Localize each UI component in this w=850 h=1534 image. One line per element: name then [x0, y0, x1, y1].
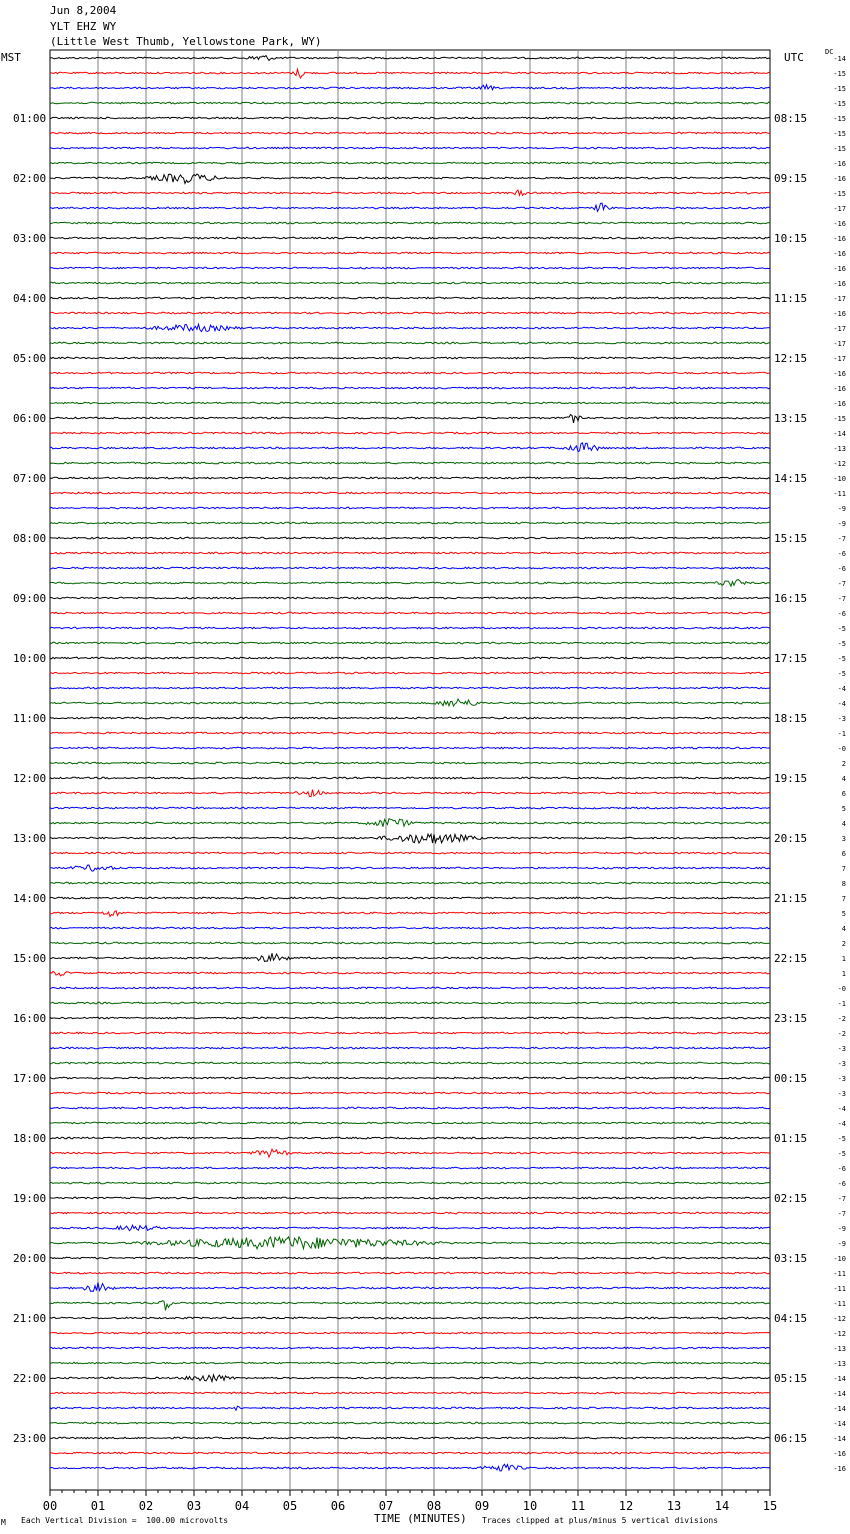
- dc-offset-label: -13: [833, 445, 846, 453]
- trace-line: [50, 790, 770, 797]
- dc-offset-label: 4: [841, 925, 846, 933]
- utc-hour-label: 13:15: [774, 412, 808, 425]
- x-tick-label: 05: [282, 1499, 298, 1513]
- dc-offset-label: -17: [833, 205, 846, 213]
- dc-offset-label: -12: [833, 1330, 846, 1338]
- dc-offset-label: -9: [837, 1240, 846, 1248]
- trace-line: [50, 897, 770, 899]
- trace-line: [50, 580, 770, 587]
- utc-hour-label: 18:15: [774, 712, 808, 725]
- utc-hour-label: 06:15: [774, 1432, 808, 1445]
- dc-offset-label: -9: [837, 1225, 846, 1233]
- dc-offset-label: -7: [837, 595, 846, 603]
- footer-mark: M: [1, 1518, 6, 1527]
- mst-hour-label: 02:00: [13, 172, 47, 185]
- utc-hour-label: 21:15: [774, 892, 808, 905]
- x-tick-label: 10: [522, 1499, 538, 1513]
- dc-offset-label: -10: [833, 1255, 846, 1263]
- dc-offset-label: -3: [837, 1090, 846, 1098]
- dc-offset-label: -2: [837, 1030, 846, 1038]
- header-location: (Little West Thumb, Yellowstone Park, WY): [50, 35, 322, 48]
- mst-label: MST: [1, 51, 21, 64]
- trace-line: [50, 432, 770, 434]
- dc-offset-label: -16: [833, 310, 846, 318]
- x-tick-label: 03: [186, 1499, 202, 1513]
- dc-offset-label: -15: [833, 85, 846, 93]
- dc-offset-label: -15: [833, 130, 846, 138]
- mst-hour-label: 08:00: [13, 532, 47, 545]
- dc-offset-label: 7: [841, 865, 846, 873]
- utc-label: UTC: [784, 51, 804, 64]
- dc-offset-label: 2: [841, 760, 846, 768]
- dc-offset-label: -6: [837, 1180, 846, 1188]
- trace-line: [50, 927, 770, 929]
- x-tick-label: 14: [714, 1499, 730, 1513]
- mst-hour-label: 04:00: [13, 292, 47, 305]
- trace-line: [50, 477, 770, 479]
- dc-offset-label: 6: [841, 850, 846, 858]
- trace-line: [50, 987, 770, 989]
- trace-line: [50, 1332, 770, 1334]
- trace-line: [50, 1017, 770, 1019]
- trace-line: [50, 807, 770, 809]
- trace-line: [50, 1422, 770, 1424]
- trace-line: [50, 132, 770, 134]
- trace-line: [50, 762, 770, 764]
- dc-offset-label: -16: [833, 220, 846, 228]
- dc-offset-label: -17: [833, 355, 846, 363]
- trace-line: [50, 297, 770, 299]
- mst-hour-label: 16:00: [13, 1012, 47, 1025]
- trace-line: [50, 819, 770, 827]
- dc-offset-label: -1: [837, 730, 846, 738]
- mst-hour-label: 20:00: [13, 1252, 47, 1265]
- utc-hour-label: 22:15: [774, 952, 808, 965]
- dc-offset-label: -5: [837, 640, 846, 648]
- dc-offset-label: -17: [833, 295, 846, 303]
- dc-offset-label: -16: [833, 400, 846, 408]
- mst-hour-label: 07:00: [13, 472, 47, 485]
- x-tick-label: 01: [90, 1499, 106, 1513]
- dc-offset-label: -7: [837, 1195, 846, 1203]
- dc-offset-label: -10: [833, 475, 846, 483]
- trace-line: [50, 252, 770, 254]
- trace-line: [50, 1452, 770, 1454]
- mst-hour-label: 05:00: [13, 352, 47, 365]
- trace-line: [50, 1002, 770, 1004]
- mst-hour-label: 03:00: [13, 232, 47, 245]
- dc-offset-label: -3: [837, 1045, 846, 1053]
- trace-line: [50, 777, 770, 779]
- trace-line: [50, 657, 770, 659]
- dc-offset-label: -7: [837, 580, 846, 588]
- utc-hour-label: 23:15: [774, 1012, 808, 1025]
- dc-offset-label: -6: [837, 565, 846, 573]
- dc-offset-label: -14: [833, 1420, 846, 1428]
- trace-line: [50, 190, 770, 195]
- trace-line: [50, 507, 770, 509]
- dc-offset-label: -16: [833, 265, 846, 273]
- trace-line: [50, 1137, 770, 1139]
- trace-line: [50, 1167, 770, 1169]
- trace-line: [50, 732, 770, 734]
- dc-offset-label: -15: [833, 415, 846, 423]
- utc-hour-label: 16:15: [774, 592, 808, 605]
- trace-line: [50, 1149, 770, 1157]
- utc-hour-label: 15:15: [774, 532, 808, 545]
- dc-offset-label: 8: [841, 880, 846, 888]
- x-tick-label: 06: [330, 1499, 346, 1513]
- dc-offset-label: -14: [833, 1435, 846, 1443]
- dc-offset-label: -1: [837, 1000, 846, 1008]
- x-tick-label: 11: [570, 1499, 586, 1513]
- trace-line: [50, 612, 770, 614]
- trace-line: [50, 69, 770, 78]
- dc-offset-label: -5: [837, 655, 846, 663]
- dc-offset-label: -16: [833, 1450, 846, 1458]
- trace-line: [50, 1197, 770, 1199]
- trace-line: [50, 1077, 770, 1079]
- mst-hour-label: 19:00: [13, 1192, 47, 1205]
- mst-hour-label: 13:00: [13, 832, 47, 845]
- mst-hour-label: 22:00: [13, 1372, 47, 1385]
- trace-line: [50, 443, 770, 452]
- trace-line: [50, 1317, 770, 1319]
- dc-offset-label: -14: [833, 1375, 846, 1383]
- utc-hour-label: 02:15: [774, 1192, 808, 1205]
- trace-line: [50, 642, 770, 644]
- mst-hour-label: 21:00: [13, 1312, 47, 1325]
- dc-offset-label: -15: [833, 190, 846, 198]
- dc-offset-label: -11: [833, 1300, 846, 1308]
- dc-offset-label: -14: [833, 430, 846, 438]
- dc-offset-label: 6: [841, 790, 846, 798]
- trace-line: [50, 1362, 770, 1364]
- trace-line: [50, 1301, 770, 1311]
- dc-offset-label: 7: [841, 895, 846, 903]
- trace-line: [50, 627, 770, 629]
- dc-offset-label: -11: [833, 1270, 846, 1278]
- trace-line: [50, 147, 770, 149]
- utc-hour-label: 09:15: [774, 172, 808, 185]
- utc-hour-label: 17:15: [774, 652, 808, 665]
- trace-line: [50, 462, 770, 464]
- trace-line: [50, 102, 770, 104]
- trace-line: [50, 372, 770, 374]
- trace-line: [50, 387, 770, 389]
- dc-offset-label: 4: [841, 775, 846, 783]
- trace-line: [50, 222, 770, 224]
- trace-line: [50, 1062, 770, 1064]
- dc-offset-label: -16: [833, 370, 846, 378]
- trace-line: [50, 174, 770, 184]
- dc-offset-label: -3: [837, 1075, 846, 1083]
- utc-hour-label: 01:15: [774, 1132, 808, 1145]
- scale-note: Each Vertical Division = 100.00 microvolts: [21, 1516, 229, 1525]
- mst-hour-label: 17:00: [13, 1072, 47, 1085]
- dc-offset-label: 5: [841, 910, 846, 918]
- dc-offset-label: -4: [837, 1105, 846, 1113]
- trace-line: [50, 1257, 770, 1259]
- dc-offset-label: -3: [837, 715, 846, 723]
- dc-offset-label: -3: [837, 1060, 846, 1068]
- x-tick-label: 07: [378, 1499, 394, 1513]
- utc-hour-label: 14:15: [774, 472, 808, 485]
- dc-offset-label: -16: [833, 280, 846, 288]
- utc-hour-label: 19:15: [774, 772, 808, 785]
- mst-hour-label: 18:00: [13, 1132, 47, 1145]
- dc-offset-label: -13: [833, 1360, 846, 1368]
- dc-offset-label: -7: [837, 1210, 846, 1218]
- dc-offset-label: -16: [833, 250, 846, 258]
- dc-offset-label: -16: [833, 160, 846, 168]
- dc-offset-label: -16: [833, 385, 846, 393]
- dc-offset-label: -17: [833, 325, 846, 333]
- mst-hour-label: 10:00: [13, 652, 47, 665]
- trace-line: [50, 1375, 770, 1382]
- dc-offset-label: -14: [833, 1390, 846, 1398]
- trace-line: [50, 552, 770, 554]
- dc-offset-label: -0: [837, 985, 846, 993]
- trace-line: [50, 324, 770, 331]
- dc-offset-label: -6: [837, 1165, 846, 1173]
- mst-hour-label: 06:00: [13, 412, 47, 425]
- utc-hour-label: 08:15: [774, 112, 808, 125]
- trace-line: [50, 312, 770, 314]
- dc-offset-label: -2: [837, 1015, 846, 1023]
- trace-line: [50, 203, 770, 211]
- trace-line: [50, 282, 770, 284]
- trace-line: [50, 85, 770, 90]
- trace-line: [50, 672, 770, 674]
- dc-offset-label: 1: [841, 955, 846, 963]
- mst-hour-label: 15:00: [13, 952, 47, 965]
- dc-offset-label: 2: [841, 940, 846, 948]
- trace-line: [50, 402, 770, 404]
- x-tick-label: 00: [42, 1499, 58, 1513]
- dc-offset-label: -11: [833, 490, 846, 498]
- dc-offset-label: -16: [833, 175, 846, 183]
- dc-offset-label: -12: [833, 460, 846, 468]
- trace-line: [50, 972, 770, 976]
- dc-offset-label: 5: [841, 805, 846, 813]
- dc-offset-label: -15: [833, 145, 846, 153]
- trace-line: [50, 1272, 770, 1274]
- utc-hour-label: 10:15: [774, 232, 808, 245]
- dc-offset-label: -6: [837, 610, 846, 618]
- trace-line: [50, 1406, 770, 1410]
- x-tick-label: 09: [474, 1499, 490, 1513]
- dc-offset-label: -15: [833, 100, 846, 108]
- dc-offset-label: -4: [837, 700, 846, 708]
- dc-offset-label: -4: [837, 685, 846, 693]
- x-tick-label: 15: [762, 1499, 778, 1513]
- trace-line: [50, 1107, 770, 1109]
- trace-line: [50, 953, 770, 961]
- clip-note: Traces clipped at plus/minus 5 vertical divisions: [482, 1516, 719, 1525]
- dc-offset-label: -5: [837, 1135, 846, 1143]
- dc-offset-label: -15: [833, 115, 846, 123]
- dc-offset-label: -9: [837, 505, 846, 513]
- trace-line: [50, 834, 770, 843]
- trace-line: [50, 1437, 770, 1439]
- trace-line: [50, 1032, 770, 1034]
- x-axis-title: TIME (MINUTES): [374, 1512, 467, 1525]
- dc-offset-label: -12: [833, 1315, 846, 1323]
- dc-offset-label: -16: [833, 235, 846, 243]
- trace-line: [50, 1092, 770, 1094]
- header-station: YLT EHZ WY: [50, 20, 117, 33]
- dc-offset-label: -5: [837, 625, 846, 633]
- utc-hour-label: 05:15: [774, 1372, 808, 1385]
- trace-line: [50, 267, 770, 269]
- x-tick-label: 13: [666, 1499, 682, 1513]
- mst-hour-label: 11:00: [13, 712, 47, 725]
- dc-offset-label: -7: [837, 535, 846, 543]
- dc-offset-label: -15: [833, 70, 846, 78]
- trace-line: [50, 882, 770, 884]
- trace-line: [50, 567, 770, 569]
- dc-offset-label: 3: [841, 835, 846, 843]
- dc-offset-label: -13: [833, 1345, 846, 1353]
- trace-line: [50, 1212, 770, 1214]
- dc-offset-label: -14: [833, 1405, 846, 1413]
- trace-line: [50, 1237, 770, 1249]
- dc-offset-label: -16: [833, 1465, 846, 1473]
- x-tick-label: 08: [426, 1499, 442, 1513]
- trace-line: [50, 717, 770, 719]
- trace-line: [50, 415, 770, 423]
- dc-offset-label: -11: [833, 1285, 846, 1293]
- utc-hour-label: 00:15: [774, 1072, 808, 1085]
- trace-line: [50, 597, 770, 599]
- trace-line: [50, 1464, 770, 1471]
- plot-frame: [50, 50, 770, 1490]
- trace-line: [50, 1347, 770, 1349]
- trace-line: [50, 911, 770, 917]
- trace-line: [50, 1282, 770, 1291]
- dc-offset-label: 1: [841, 970, 846, 978]
- utc-hour-label: 03:15: [774, 1252, 808, 1265]
- dc-offset-label: -9: [837, 520, 846, 528]
- x-tick-label: 02: [138, 1499, 154, 1513]
- mst-hour-label: 09:00: [13, 592, 47, 605]
- dc-offset-label: -6: [837, 550, 846, 558]
- utc-hour-label: 12:15: [774, 352, 808, 365]
- trace-line: [50, 852, 770, 854]
- mst-hour-label: 23:00: [13, 1432, 47, 1445]
- trace-line: [50, 699, 770, 706]
- dc-offset-label: -0: [837, 745, 846, 753]
- dc-offset-label: -14: [833, 55, 846, 63]
- dc-label: DC: [825, 48, 834, 56]
- trace-line: [50, 342, 770, 344]
- trace-line: [50, 687, 770, 689]
- mst-hour-label: 12:00: [13, 772, 47, 785]
- trace-line: [50, 1225, 770, 1230]
- dc-offset-label: -5: [837, 1150, 846, 1158]
- dc-offset-label: -17: [833, 340, 846, 348]
- dc-offset-label: -4: [837, 1120, 846, 1128]
- trace-line: [50, 1047, 770, 1049]
- utc-hour-label: 20:15: [774, 832, 808, 845]
- trace-line: [50, 117, 770, 119]
- trace-line: [50, 522, 770, 524]
- x-tick-label: 12: [618, 1499, 634, 1513]
- header-date: Jun 8,2004: [50, 4, 117, 17]
- trace-line: [50, 1182, 770, 1184]
- utc-hour-label: 04:15: [774, 1312, 808, 1325]
- trace-line: [50, 865, 770, 871]
- trace-line: [50, 942, 770, 944]
- trace-line: [50, 1392, 770, 1394]
- trace-line: [50, 237, 770, 239]
- trace-line: [50, 492, 770, 494]
- trace-line: [50, 1122, 770, 1124]
- utc-hour-label: 11:15: [774, 292, 808, 305]
- trace-line: [50, 537, 770, 539]
- mst-hour-label: 01:00: [13, 112, 47, 125]
- dc-offset-label: 4: [841, 820, 846, 828]
- x-tick-label: 04: [234, 1499, 250, 1513]
- mst-hour-label: 14:00: [13, 892, 47, 905]
- trace-line: [50, 747, 770, 749]
- dc-offset-label: -5: [837, 670, 846, 678]
- trace-line: [50, 357, 770, 359]
- trace-line: [50, 162, 770, 164]
- trace-line: [50, 56, 770, 61]
